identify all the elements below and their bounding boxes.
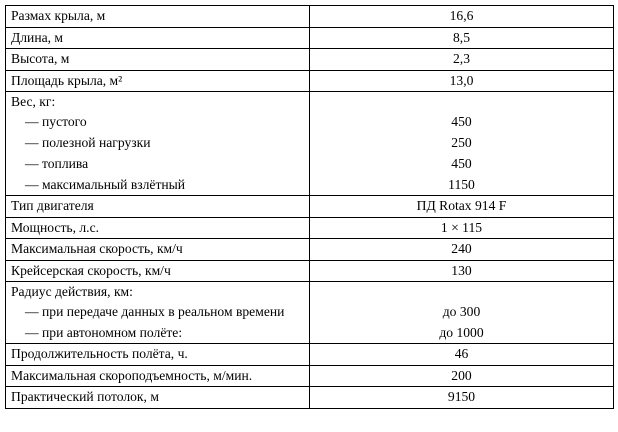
table-row-engine-type: [6, 196, 614, 218]
row-label-cell: [6, 387, 310, 409]
spec-value: 46: [454, 346, 469, 361]
table-row-length: [6, 27, 614, 49]
spec-value: 9150: [447, 389, 476, 404]
spec-label: Мощность, л.с.: [11, 219, 100, 235]
row-value-cell: [310, 217, 614, 239]
spec-value: 1 × 115: [440, 219, 483, 235]
spec-sub-label: — пустого: [25, 114, 87, 129]
row-value-cell: [310, 387, 614, 409]
spec-value: 13,0: [449, 72, 474, 88]
row-label-cell: [6, 260, 310, 282]
row-label-cell: [6, 196, 310, 218]
table-row-height: [6, 49, 614, 71]
spec-sub-label: — полезной нагрузки: [25, 135, 151, 150]
spec-sub-label: — при автономном полёте:: [25, 325, 183, 340]
row-value-cell: [310, 27, 614, 49]
spec-sub-label: — топлива: [25, 156, 89, 171]
spec-value: 8,5: [453, 29, 470, 45]
spec-value: 200: [451, 367, 472, 383]
spec-group-label: Радиус действия, км:: [11, 284, 133, 299]
row-value-cell: [310, 365, 614, 387]
spec-value: 130: [451, 262, 472, 278]
spec-label: Размах крыла, м: [11, 8, 106, 23]
spec-label: Практический потолок, м: [11, 389, 159, 404]
spec-label: Крейсерская скорость, км/ч: [11, 262, 171, 278]
spec-value: 240: [451, 241, 472, 256]
spec-value: 450: [451, 156, 472, 171]
spec-sub-label: — максимальный взлётный: [25, 177, 186, 192]
spec-label: Площадь крыла, м²: [11, 72, 123, 88]
spec-group-spacer: [310, 92, 613, 111]
row-label-cell: [6, 70, 310, 92]
spec-value: ПД Rotax 914 F: [416, 198, 507, 213]
spec-label: Продолжительность полёта, ч.: [11, 346, 188, 361]
table-row-max-speed: [6, 239, 614, 261]
table-row-climb-rate: [6, 365, 614, 387]
table-row-ceiling: [6, 387, 614, 409]
table-row-range: [6, 282, 614, 344]
specifications-table: [5, 5, 614, 409]
row-label-cell: [6, 239, 310, 261]
table-row-weight: [6, 92, 614, 196]
spec-value: 250: [451, 135, 472, 150]
row-value-cell: [310, 92, 614, 196]
spec-label: Тип двигателя: [11, 198, 94, 213]
row-label-cell: [6, 92, 310, 196]
row-label-cell: [6, 217, 310, 239]
spec-group-label: Вес, кг:: [11, 94, 56, 109]
table-row-wing-area: [6, 70, 614, 92]
spec-label: Длина, м: [11, 29, 64, 45]
spec-label: Высота, м: [11, 51, 70, 66]
spec-value: 450: [451, 114, 472, 129]
spec-group-spacer: [310, 282, 613, 301]
row-value-cell: [310, 260, 614, 282]
row-value-cell: [310, 70, 614, 92]
spec-label: Максимальная скорость, км/ч: [11, 241, 183, 256]
row-label-cell: [6, 344, 310, 366]
spec-sub-label: — при передаче данных в реальном времени: [25, 304, 285, 319]
spec-value: 2,3: [453, 51, 470, 66]
table-row-cruise-speed: [6, 260, 614, 282]
spec-label: Максимальная скороподъемность, м/мин.: [11, 367, 253, 383]
row-value-cell: [310, 196, 614, 218]
row-value-cell: [310, 49, 614, 71]
spec-value: 16,6: [449, 8, 474, 23]
row-label-cell: [6, 365, 310, 387]
spec-value: 1150: [448, 177, 475, 192]
table-row-endurance: [6, 344, 614, 366]
table-row-wingspan: [6, 6, 614, 28]
row-value-cell: [310, 6, 614, 28]
row-label-cell: [6, 6, 310, 28]
spec-value: до 1000: [439, 325, 484, 340]
row-value-cell: [310, 239, 614, 261]
spec-value: до 300: [442, 304, 481, 319]
row-label-cell: [6, 27, 310, 49]
row-label-cell: [6, 49, 310, 71]
row-value-cell: [310, 344, 614, 366]
table-row-power: [6, 217, 614, 239]
row-value-cell: [310, 282, 614, 344]
row-label-cell: [6, 282, 310, 344]
